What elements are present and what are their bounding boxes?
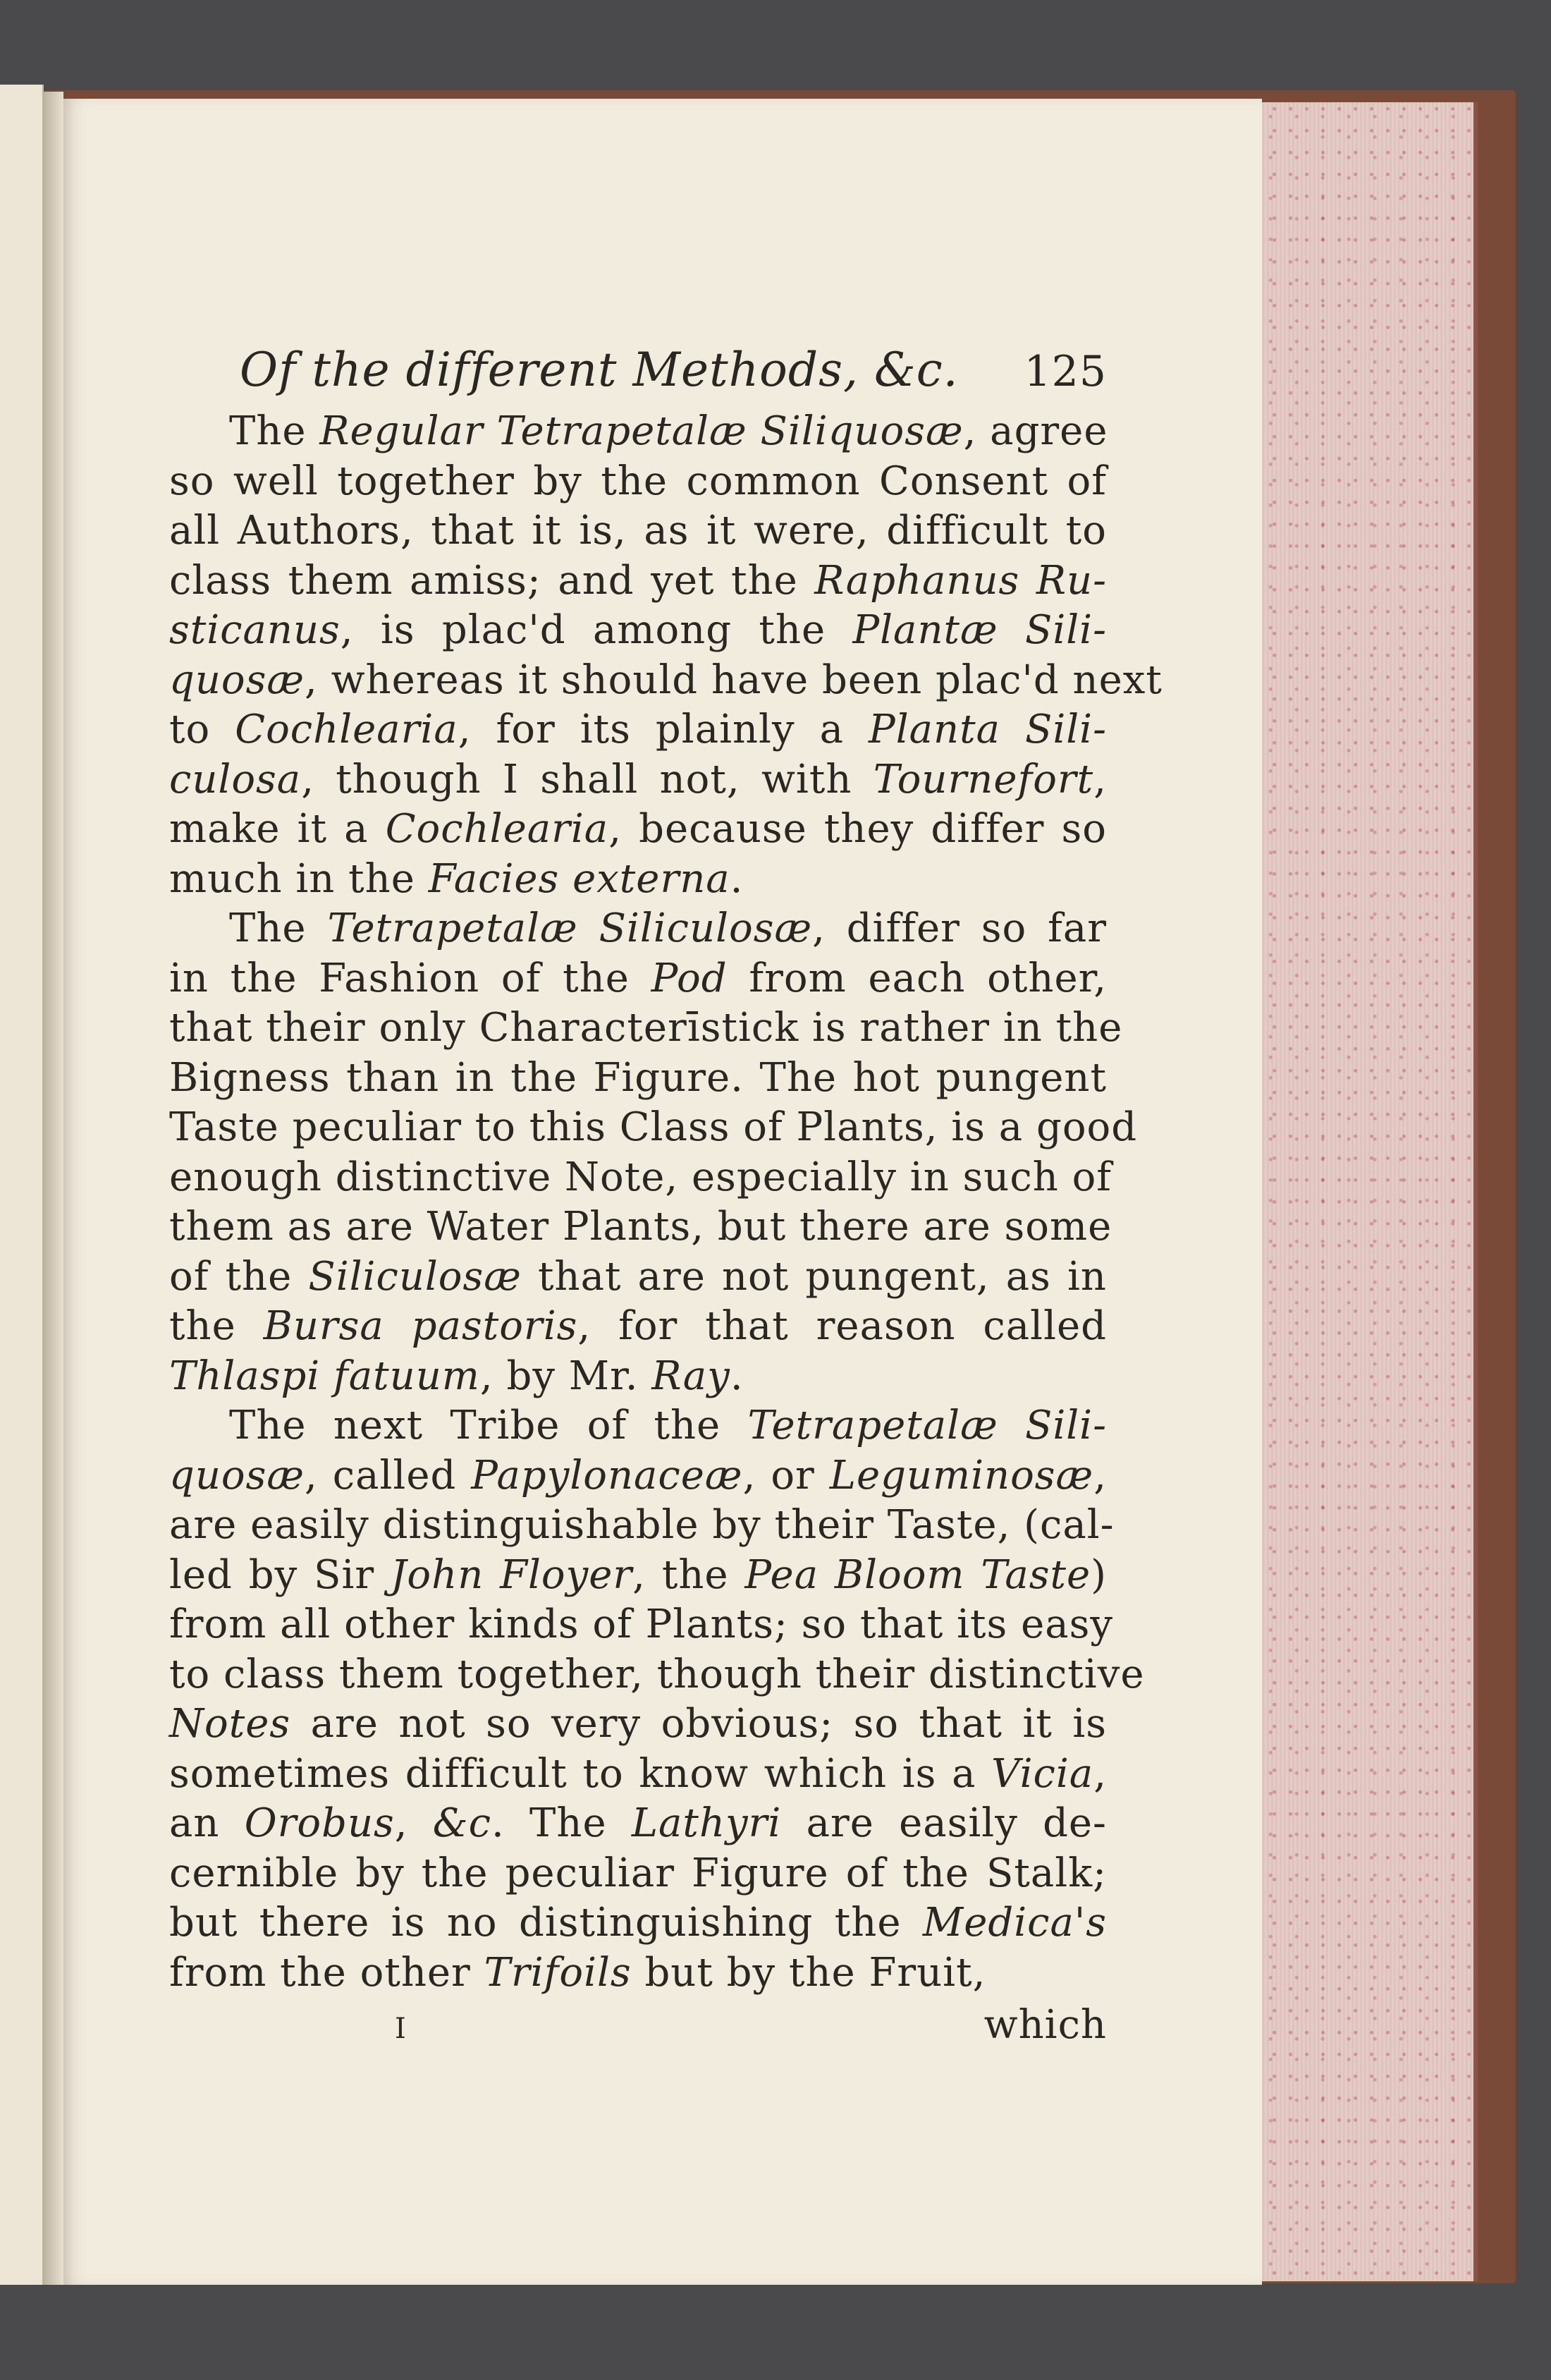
text-line: [169, 1451, 1107, 1501]
italic-text: culosa: [169, 756, 302, 803]
roman-text: are easily distinguishable by their Taste, (cal-: [169, 1502, 1115, 1548]
italic-text: Medica's: [922, 1900, 1107, 1946]
text-line: [169, 606, 1107, 656]
roman-text: .: [730, 1353, 744, 1399]
catchword: which: [983, 2002, 1107, 2048]
roman-text: so well together by the common Consent of: [169, 458, 1107, 504]
text-line: [169, 556, 1107, 606]
text-line: [169, 656, 1163, 706]
italic-text: Cochlearia: [385, 806, 609, 852]
roman-text: , whereas it should have been plac'd next: [305, 657, 1163, 703]
text-line: [169, 1799, 1107, 1849]
roman-text: in the Fashion of the: [169, 955, 651, 1001]
italic-text: Cochlearia: [235, 707, 458, 752]
text-line: [169, 1003, 1123, 1054]
roman-text: make it a: [169, 806, 386, 852]
text-line: [169, 805, 1107, 855]
roman-text: ,: [1093, 1452, 1107, 1499]
roman-text: that their only Characterīstick is rather in the: [169, 1005, 1123, 1051]
text-line: [169, 1202, 1112, 1252]
paragraph: [169, 1401, 1145, 1998]
text-line: [169, 1898, 1107, 1948]
text-line: [169, 1948, 1107, 1998]
text-line: [169, 904, 1107, 954]
roman-text: Taste peculiar to this Class of Plants, is a good: [169, 1104, 1138, 1150]
text-line: [169, 1501, 1115, 1551]
roman-text: , for its plainly a: [458, 707, 869, 752]
roman-text: that are not pungent, as in: [521, 1253, 1107, 1300]
italic-text: John Floyer: [390, 1551, 633, 1598]
roman-text: , called: [305, 1452, 472, 1499]
running-head: [240, 342, 1107, 400]
text-line: [169, 755, 1107, 805]
italic-text: Planta Sili-: [869, 707, 1107, 752]
italic-text: &c: [432, 1800, 492, 1846]
roman-text: but by the Fruit,: [631, 1949, 986, 1996]
signature-mark: I: [395, 2013, 407, 2045]
italic-text: Raphanus Ru-: [814, 557, 1107, 604]
roman-text: from the other: [169, 1949, 484, 1996]
text-block: [169, 342, 1163, 2054]
recto-page: [63, 99, 1262, 2285]
roman-text: .: [730, 855, 744, 902]
roman-text: ,: [394, 1800, 433, 1846]
roman-text: to class them together, though their distinctive: [169, 1651, 1145, 1697]
text-line: [169, 407, 1107, 457]
body-text: [169, 407, 1163, 1998]
text-line: [169, 1849, 1107, 1899]
italic-text: Tournefort: [873, 756, 1094, 803]
italic-text: Vicia: [991, 1750, 1094, 1797]
text-line: [169, 1153, 1112, 1203]
italic-text: Orobus: [244, 1800, 395, 1846]
roman-text: , the: [632, 1551, 745, 1598]
italic-text: Plantæ Sili-: [852, 607, 1107, 653]
roman-text: , agree: [963, 408, 1108, 454]
text-line: [169, 1750, 1107, 1800]
italic-text: Pea Bloom Taste: [744, 1551, 1091, 1598]
roman-text: them as are Water Plants, but there are some: [169, 1204, 1112, 1250]
italic-text: quosæ: [169, 1452, 305, 1499]
verso-page-edge: [0, 85, 44, 2285]
roman-text: are not so very obvious; so that it is: [290, 1701, 1107, 1747]
roman-text: the: [169, 1303, 264, 1349]
text-line: [169, 506, 1107, 556]
italic-text: Siliculosæ: [308, 1253, 522, 1300]
roman-text: , differ so far: [812, 905, 1107, 951]
italic-text: Ray: [651, 1353, 730, 1399]
roman-text: from all other kinds of Plants; so that its easy: [169, 1601, 1113, 1647]
text-line: [169, 954, 1107, 1004]
roman-text: , for that reason called: [577, 1303, 1107, 1349]
roman-text: , though I shall not, with: [301, 756, 873, 803]
roman-text: much in the: [169, 855, 429, 902]
roman-text: ,: [1093, 1750, 1107, 1797]
roman-text: ,: [1093, 756, 1107, 803]
italic-text: Papylonaceæ: [471, 1452, 743, 1499]
text-line: [169, 1401, 1107, 1451]
italic-text: quosæ: [169, 657, 305, 703]
text-line: [169, 1699, 1107, 1750]
roman-text: class them amiss; and yet the: [169, 557, 815, 604]
page-edges: [1255, 102, 1478, 2281]
roman-text: sometimes difficult to know which is a: [169, 1750, 992, 1797]
roman-text: , or: [742, 1452, 830, 1499]
roman-text: The: [229, 905, 328, 951]
text-line: [169, 1054, 1107, 1104]
roman-text: , by Mr.: [479, 1353, 652, 1399]
page-number: 125: [1024, 347, 1107, 396]
paragraph: [169, 904, 1138, 1401]
italic-text: sticanus: [169, 607, 341, 653]
italic-text: Tetrapetalæ Siliculosæ: [327, 905, 813, 951]
italic-text: Trifoils: [484, 1949, 632, 1996]
roman-text: an: [169, 1800, 245, 1846]
italic-text: Notes: [169, 1701, 291, 1747]
roman-text: The next Tribe of the: [229, 1403, 748, 1448]
text-line: [169, 1600, 1113, 1650]
page-footer: [169, 2001, 1107, 2054]
running-head-title: Of the different Methods, &c.: [240, 343, 959, 397]
italic-text: Tetrapetalæ Sili-: [747, 1403, 1108, 1448]
roman-text: Bigness than in the Figure. The hot pungent: [169, 1054, 1107, 1101]
italic-text: Facies externa: [428, 855, 730, 902]
roman-text: , because they differ so: [608, 806, 1108, 852]
roman-text: cernible by the peculiar Figure of the Stalk;: [169, 1850, 1107, 1896]
roman-text: of the: [169, 1253, 309, 1300]
text-line: [169, 1551, 1107, 1601]
text-line: [169, 457, 1107, 507]
text-line: [169, 1103, 1138, 1153]
text-line: [169, 1650, 1145, 1700]
roman-text: ): [1091, 1551, 1108, 1598]
roman-text: to: [169, 707, 235, 752]
roman-text: but there is no distinguishing the: [169, 1900, 923, 1946]
italic-text: Regular Tetrapetalæ Siliquosæ: [319, 408, 964, 454]
roman-text: . The: [491, 1800, 632, 1846]
italic-text: Pod: [651, 955, 728, 1001]
italic-text: Bursa pastoris: [263, 1303, 578, 1349]
italic-text: Thlaspi fatuum: [169, 1353, 480, 1399]
roman-text: are easily de-: [781, 1800, 1107, 1846]
italic-text: Leguminosæ: [829, 1452, 1094, 1499]
text-line: [169, 705, 1107, 755]
roman-text: The: [229, 408, 320, 454]
roman-text: all Authors, that it is, as it were, difficult to: [169, 508, 1107, 554]
roman-text: enough distinctive Note, especially in such of: [169, 1154, 1112, 1200]
text-line: [169, 1352, 1107, 1402]
roman-text: , is plac'd among the: [340, 607, 853, 653]
roman-text: led by Sir: [169, 1551, 391, 1598]
paragraph: [169, 407, 1163, 904]
text-line: [169, 1252, 1107, 1302]
italic-text: Lathyri: [631, 1800, 782, 1846]
text-line: [169, 855, 1107, 905]
gutter-shadow: [42, 92, 63, 2285]
roman-text: from each other,: [727, 955, 1108, 1001]
text-line: [169, 1302, 1107, 1352]
